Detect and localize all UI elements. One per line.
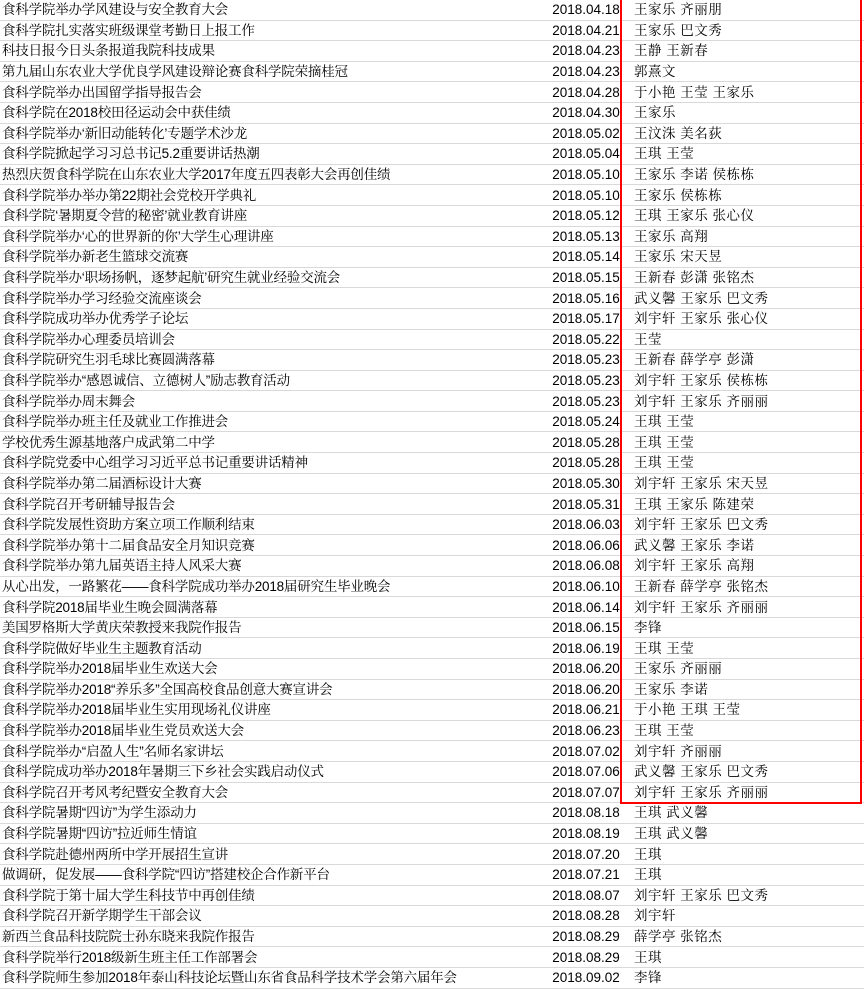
table-row[interactable] [0, 350, 864, 371]
cell-date[interactable]: 2018.05.16 [548, 288, 624, 309]
table-row[interactable] [0, 659, 864, 680]
cell-spacer [624, 391, 632, 412]
table-row[interactable] [0, 247, 864, 268]
cell-responsible-person[interactable]: 王家乐 高翔 [632, 226, 864, 247]
cell-activity-title[interactable]: 食科学院举办学风建设与安全教育大会 [0, 0, 548, 20]
cell-activity-title[interactable]: 食科学院举办学习经验交流座谈会 [0, 288, 548, 309]
cell-responsible-person[interactable]: 于小艳 王琪 王莹 [632, 700, 864, 721]
cell-activity-title[interactable]: 食科学院暑期“四访”为学生添动力 [0, 803, 548, 824]
table-row[interactable] [0, 61, 864, 82]
cell-responsible-person[interactable]: 王琪 王莹 [632, 144, 864, 165]
cell-date[interactable]: 2018.06.15 [548, 617, 624, 638]
table-row[interactable] [0, 453, 864, 474]
cell-activity-title[interactable]: 食科学院研究生羽毛球比赛圆满落幕 [0, 350, 548, 371]
cell-responsible-person[interactable]: 刘宇轩 王家乐 宋天昱 [632, 473, 864, 494]
cell-date[interactable]: 2018.06.20 [548, 679, 624, 700]
cell-activity-title[interactable]: 食科学院召开考风考纪暨安全教育大会 [0, 782, 548, 803]
cell-activity-title[interactable]: 食科学院召开考研辅导报告会 [0, 494, 548, 515]
cell-responsible-person[interactable]: 王新春 彭潇 张铭杰 [632, 267, 864, 288]
cell-activity-title[interactable]: 食科学院举办第十二届食品安全月知识竞赛 [0, 535, 548, 556]
cell-responsible-person[interactable]: 王家乐 李诺 侯栋栋 [632, 164, 864, 185]
cell-date[interactable]: 2018.04.18 [548, 0, 624, 20]
table-row[interactable] [0, 761, 864, 782]
cell-responsible-person[interactable]: 刘宇轩 王家乐 高翔 [632, 556, 864, 577]
cell-date[interactable]: 2018.05.23 [548, 370, 624, 391]
table-row[interactable] [0, 885, 864, 906]
table-row[interactable] [0, 720, 864, 741]
cell-date[interactable]: 2018.08.18 [548, 803, 624, 824]
table-row[interactable] [0, 597, 864, 618]
cell-activity-title[interactable]: 学校优秀生源基地落户成武第二中学 [0, 432, 548, 453]
table-row[interactable] [0, 947, 864, 968]
cell-spacer [624, 556, 632, 577]
cell-responsible-person[interactable]: 刘宇轩 王家乐 齐丽丽 [632, 597, 864, 618]
cell-spacer [624, 205, 632, 226]
table-row[interactable] [0, 102, 864, 123]
cell-responsible-person[interactable]: 王家乐 巴文秀 [632, 20, 864, 41]
cell-activity-title[interactable]: 食科学院举办2018届毕业生欢送大会 [0, 659, 548, 680]
cell-spacer [624, 947, 632, 968]
table-row[interactable] [0, 123, 864, 144]
cell-responsible-person[interactable]: 刘宇轩 王家乐 巴文秀 [632, 885, 864, 906]
cell-activity-title[interactable]: 食科学院赴德州两所中学开展招生宣讲 [0, 844, 548, 865]
table-row[interactable] [0, 432, 864, 453]
cell-date[interactable]: 2018.04.28 [548, 82, 624, 103]
cell-spacer [624, 247, 632, 268]
cell-activity-title[interactable]: 食科学院举办周末舞会 [0, 391, 548, 412]
table-row[interactable] [0, 967, 864, 988]
cell-date[interactable]: 2018.05.15 [548, 267, 624, 288]
cell-responsible-person[interactable]: 王家乐 齐丽丽 [632, 659, 864, 680]
cell-activity-title[interactable]: 食科学院于第十届大学生科技节中再创佳绩 [0, 885, 548, 906]
cell-activity-title[interactable]: 食科学院师生参加2018年泰山科技论坛暨山东省食品科学技术学会第六届年会 [0, 967, 548, 988]
cell-responsible-person[interactable]: 王家乐 [632, 102, 864, 123]
cell-date[interactable]: 2018.08.29 [548, 947, 624, 968]
cell-activity-title[interactable]: 新西兰食品科技院院士孙东晓来我院作报告 [0, 926, 548, 947]
cell-responsible-person[interactable]: 刘宇轩 王家乐 张心仪 [632, 308, 864, 329]
cell-spacer [624, 926, 632, 947]
table-row[interactable] [0, 700, 864, 721]
cell-responsible-person[interactable]: 刘宇轩 王家乐 侯栋栋 [632, 370, 864, 391]
table-row[interactable] [0, 556, 864, 577]
cell-spacer [624, 473, 632, 494]
cell-spacer [624, 144, 632, 165]
cell-activity-title[interactable]: 做调研，促发展——食科学院“四访”搭建校企合作新平台 [0, 864, 548, 885]
cell-date[interactable]: 2018.08.07 [548, 885, 624, 906]
cell-responsible-person[interactable]: 王琪 王莹 [632, 453, 864, 474]
cell-responsible-person[interactable]: 王琪 王家乐 陈建荣 [632, 494, 864, 515]
cell-activity-title[interactable]: 食科学院‘暑期夏令营的秘密’就业教育讲座 [0, 205, 548, 226]
table-row[interactable] [0, 308, 864, 329]
cell-date[interactable]: 2018.05.04 [548, 144, 624, 165]
cell-activity-title[interactable]: 食科学院举办班主任及就业工作推进会 [0, 411, 548, 432]
cell-spacer [624, 576, 632, 597]
cell-activity-title[interactable]: 食科学院举办举办第22期社会党校开学典礼 [0, 185, 548, 206]
table-row[interactable] [0, 82, 864, 103]
table-row[interactable] [0, 473, 864, 494]
cell-activity-title[interactable]: 热烈庆贺食科学院在山东农业大学2017年度五四表彰大会再创佳绩 [0, 164, 548, 185]
cell-activity-title[interactable]: 食科学院扎实落实班级课堂考勤日上报工作 [0, 20, 548, 41]
cell-activity-title[interactable]: 从心出发，一路繁花——食科学院成功举办2018届研究生毕业晚会 [0, 576, 548, 597]
cell-date[interactable]: 2018.05.31 [548, 494, 624, 515]
cell-responsible-person[interactable]: 武义馨 王家乐 巴文秀 [632, 288, 864, 309]
cell-activity-title[interactable]: 食科学院举办‘新旧动能转化’专题学术沙龙 [0, 123, 548, 144]
cell-date[interactable]: 2018.06.06 [548, 535, 624, 556]
cell-responsible-person[interactable]: 王琪 武义馨 [632, 823, 864, 844]
cell-responsible-person[interactable]: 王琪 [632, 844, 864, 865]
cell-responsible-person[interactable]: 李锋 [632, 617, 864, 638]
cell-activity-title[interactable]: 食科学院举办2018“养乐多”全国高校食品创意大赛宣讲会 [0, 679, 548, 700]
cell-activity-title[interactable]: 食科学院举办新老生篮球交流赛 [0, 247, 548, 268]
cell-activity-title[interactable]: 食科学院掀起学习习总书记5.2重要讲话热潮 [0, 144, 548, 165]
cell-spacer [624, 185, 632, 206]
table-row[interactable] [0, 803, 864, 824]
cell-date[interactable]: 2018.07.21 [548, 864, 624, 885]
table-row[interactable] [0, 411, 864, 432]
cell-date[interactable]: 2018.05.02 [548, 123, 624, 144]
cell-spacer [624, 267, 632, 288]
cell-spacer [624, 720, 632, 741]
cell-date[interactable]: 2018.05.14 [548, 247, 624, 268]
cell-responsible-person[interactable]: 王琪 王莹 [632, 638, 864, 659]
cell-responsible-person[interactable]: 王琪 王莹 [632, 411, 864, 432]
cell-date[interactable]: 2018.04.23 [548, 61, 624, 82]
cell-activity-title[interactable]: 食科学院在2018校田径运动会中获佳绩 [0, 102, 548, 123]
cell-date[interactable]: 2018.05.30 [548, 473, 624, 494]
cell-responsible-person[interactable]: 王汶洙 美名荻 [632, 123, 864, 144]
table-row[interactable] [0, 638, 864, 659]
table-row[interactable] [0, 370, 864, 391]
cell-date[interactable]: 2018.06.10 [548, 576, 624, 597]
cell-date[interactable]: 2018.07.06 [548, 761, 624, 782]
cell-spacer [624, 638, 632, 659]
cell-date[interactable]: 2018.05.22 [548, 329, 624, 350]
cell-responsible-person[interactable]: 王琪 王莹 [632, 720, 864, 741]
cell-spacer [624, 761, 632, 782]
cell-activity-title[interactable]: 食科学院2018届毕业生晚会圆满落幕 [0, 597, 548, 618]
cell-responsible-person[interactable]: 于小艳 王莹 王家乐 [632, 82, 864, 103]
cell-date[interactable]: 2018.07.02 [548, 741, 624, 762]
cell-spacer [624, 123, 632, 144]
cell-date[interactable]: 2018.06.03 [548, 514, 624, 535]
table-row[interactable] [0, 288, 864, 309]
cell-responsible-person[interactable]: 王琪 王莹 [632, 432, 864, 453]
cell-activity-title[interactable]: 食科学院举办‘心的世界新的你’大学生心理讲座 [0, 226, 548, 247]
table-row[interactable] [0, 267, 864, 288]
cell-activity-title[interactable]: 食科学院举办出国留学指导报告会 [0, 82, 548, 103]
cell-date[interactable]: 2018.06.08 [548, 556, 624, 577]
cell-activity-title[interactable]: 食科学院举行2018级新生班主任工作部署会 [0, 947, 548, 968]
cell-responsible-person[interactable]: 王琪 王家乐 张心仪 [632, 205, 864, 226]
cell-date[interactable]: 2018.07.20 [548, 844, 624, 865]
cell-spacer [624, 411, 632, 432]
table-row[interactable] [0, 823, 864, 844]
table-row[interactable] [0, 391, 864, 412]
table-row[interactable] [0, 535, 864, 556]
cell-spacer [624, 514, 632, 535]
cell-date[interactable]: 2018.06.23 [548, 720, 624, 741]
table-row[interactable] [0, 741, 864, 762]
cell-activity-title[interactable]: 食科学院举办第九届英语主持人风采大赛 [0, 556, 548, 577]
cell-spacer [624, 102, 632, 123]
cell-spacer [624, 906, 632, 927]
cell-responsible-person[interactable]: 王静 王新春 [632, 41, 864, 62]
cell-date[interactable]: 2018.08.19 [548, 823, 624, 844]
cell-responsible-person[interactable]: 王琪 [632, 864, 864, 885]
cell-responsible-person[interactable]: 郭熹文 [632, 61, 864, 82]
cell-spacer [624, 288, 632, 309]
cell-responsible-person[interactable]: 王琪 [632, 947, 864, 968]
cell-spacer [624, 370, 632, 391]
cell-responsible-person[interactable]: 王家乐 侯栋栋 [632, 185, 864, 206]
cell-date[interactable]: 2018.05.13 [548, 226, 624, 247]
table-row[interactable] [0, 164, 864, 185]
cell-responsible-person[interactable]: 王琪 武义馨 [632, 803, 864, 824]
cell-responsible-person[interactable]: 刘宇轩 齐丽丽 [632, 741, 864, 762]
cell-responsible-person[interactable]: 王新春 薛学亭 彭潇 [632, 350, 864, 371]
cell-responsible-person[interactable]: 王家乐 齐丽朋 [632, 0, 864, 20]
cell-spacer [624, 679, 632, 700]
cell-spacer [624, 844, 632, 865]
cell-date[interactable]: 2018.08.28 [548, 906, 624, 927]
cell-spacer [624, 226, 632, 247]
cell-activity-title[interactable]: 食科学院举办‘职场扬帆，逐梦起航’研究生就业经验交流会 [0, 267, 548, 288]
cell-date[interactable]: 2018.09.02 [548, 967, 624, 988]
cell-date[interactable]: 2018.05.28 [548, 432, 624, 453]
cell-date[interactable]: 2018.04.30 [548, 102, 624, 123]
cell-date[interactable]: 2018.06.21 [548, 700, 624, 721]
cell-responsible-person[interactable]: 武义馨 王家乐 巴文秀 [632, 761, 864, 782]
table-row[interactable] [0, 782, 864, 803]
cell-spacer [624, 494, 632, 515]
table-row[interactable] [0, 576, 864, 597]
cell-activity-title[interactable]: 食科学院举办“感恩诚信、立德树人”励志教育活动 [0, 370, 548, 391]
cell-date[interactable]: 2018.05.17 [548, 308, 624, 329]
cell-activity-title[interactable]: 食科学院成功举办2018年暑期三下乡社会实践启动仪式 [0, 761, 548, 782]
table-row[interactable] [0, 0, 864, 20]
cell-date[interactable]: 2018.04.23 [548, 41, 624, 62]
table-row[interactable] [0, 20, 864, 41]
cell-spacer [624, 20, 632, 41]
cell-date[interactable]: 2018.05.10 [548, 164, 624, 185]
cell-activity-title[interactable]: 第九届山东农业大学优良学风建设辩论赛食科学院荣摘桂冠 [0, 61, 548, 82]
table-row[interactable] [0, 514, 864, 535]
cell-activity-title[interactable]: 食科学院党委中心组学习习近平总书记重要讲话精神 [0, 453, 548, 474]
cell-responsible-person[interactable]: 刘宇轩 [632, 906, 864, 927]
cell-date[interactable]: 2018.05.23 [548, 350, 624, 371]
cell-responsible-person[interactable]: 王莹 [632, 329, 864, 350]
cell-activity-title[interactable]: 食科学院举办“启盈人生”名师名家讲坛 [0, 741, 548, 762]
table-row[interactable] [0, 226, 864, 247]
cell-activity-title[interactable]: 食科学院举办心理委员培训会 [0, 329, 548, 350]
cell-spacer [624, 41, 632, 62]
cell-activity-title[interactable]: 美国罗格斯大学黄庆荣教授来我院作报告 [0, 617, 548, 638]
cell-date[interactable]: 2018.06.19 [548, 638, 624, 659]
cell-spacer [624, 803, 632, 824]
cell-spacer [624, 782, 632, 803]
cell-responsible-person[interactable]: 王家乐 李诺 [632, 679, 864, 700]
cell-spacer [624, 61, 632, 82]
table-row[interactable] [0, 185, 864, 206]
cell-spacer [624, 0, 632, 20]
cell-spacer [624, 82, 632, 103]
cell-date[interactable]: 2018.05.24 [548, 411, 624, 432]
cell-date[interactable]: 2018.05.28 [548, 453, 624, 474]
cell-activity-title[interactable]: 食科学院成功举办优秀学子论坛 [0, 308, 548, 329]
cell-date[interactable]: 2018.07.07 [548, 782, 624, 803]
cell-responsible-person[interactable]: 刘宇轩 王家乐 巴文秀 [632, 514, 864, 535]
table-row[interactable] [0, 926, 864, 947]
cell-activity-title[interactable]: 科技日报今日头条报道我院科技成果 [0, 41, 548, 62]
cell-spacer [624, 741, 632, 762]
cell-responsible-person[interactable]: 王家乐 宋天昱 [632, 247, 864, 268]
cell-responsible-person[interactable]: 刘宇轩 王家乐 齐丽丽 [632, 782, 864, 803]
cell-spacer [624, 432, 632, 453]
cell-spacer [624, 700, 632, 721]
table-row[interactable] [0, 864, 864, 885]
cell-spacer [624, 823, 632, 844]
table-row[interactable] [0, 41, 864, 62]
cell-responsible-person[interactable]: 薛学亭 张铭杰 [632, 926, 864, 947]
cell-activity-title[interactable]: 食科学院举办第二届酒标设计大赛 [0, 473, 548, 494]
cell-spacer [624, 164, 632, 185]
cell-activity-title[interactable]: 食科学院发展性资助方案立项工作顺利结束 [0, 514, 548, 535]
table-row[interactable] [0, 679, 864, 700]
table-row[interactable] [0, 329, 864, 350]
table-row[interactable] [0, 205, 864, 226]
cell-spacer [624, 885, 632, 906]
cell-spacer [624, 453, 632, 474]
cell-responsible-person[interactable]: 李锋 [632, 967, 864, 988]
table-row[interactable] [0, 906, 864, 927]
cell-spacer [624, 597, 632, 618]
cell-date[interactable]: 2018.05.12 [548, 205, 624, 226]
cell-responsible-person[interactable]: 王新春 薛学亭 张铭杰 [632, 576, 864, 597]
cell-activity-title[interactable]: 食科学院暑期“四访”拉近师生情谊 [0, 823, 548, 844]
cell-spacer [624, 659, 632, 680]
cell-date[interactable]: 2018.06.20 [548, 659, 624, 680]
cell-spacer [624, 308, 632, 329]
cell-spacer [624, 617, 632, 638]
cell-date[interactable]: 2018.06.14 [548, 597, 624, 618]
cell-responsible-person[interactable]: 武义馨 王家乐 李诺 [632, 535, 864, 556]
cell-date[interactable]: 2018.08.29 [548, 926, 624, 947]
cell-responsible-person[interactable]: 刘宇轩 王家乐 齐丽丽 [632, 391, 864, 412]
cell-activity-title[interactable]: 食科学院做好毕业生主题教育活动 [0, 638, 548, 659]
table-row[interactable] [0, 844, 864, 865]
cell-spacer [624, 329, 632, 350]
cell-date[interactable]: 2018.05.23 [548, 391, 624, 412]
cell-date[interactable]: 2018.05.10 [548, 185, 624, 206]
cell-activity-title[interactable]: 食科学院举办2018届毕业生党员欢送大会 [0, 720, 548, 741]
cell-spacer [624, 864, 632, 885]
cell-date[interactable]: 2018.04.21 [548, 20, 624, 41]
cell-activity-title[interactable]: 食科学院召开新学期学生干部会议 [0, 906, 548, 927]
table-row[interactable] [0, 494, 864, 515]
table-row[interactable] [0, 617, 864, 638]
cell-spacer [624, 535, 632, 556]
cell-spacer [624, 967, 632, 988]
table-row[interactable] [0, 144, 864, 165]
cell-activity-title[interactable]: 食科学院举办2018届毕业生实用现场礼仪讲座 [0, 700, 548, 721]
cell-spacer [624, 350, 632, 371]
